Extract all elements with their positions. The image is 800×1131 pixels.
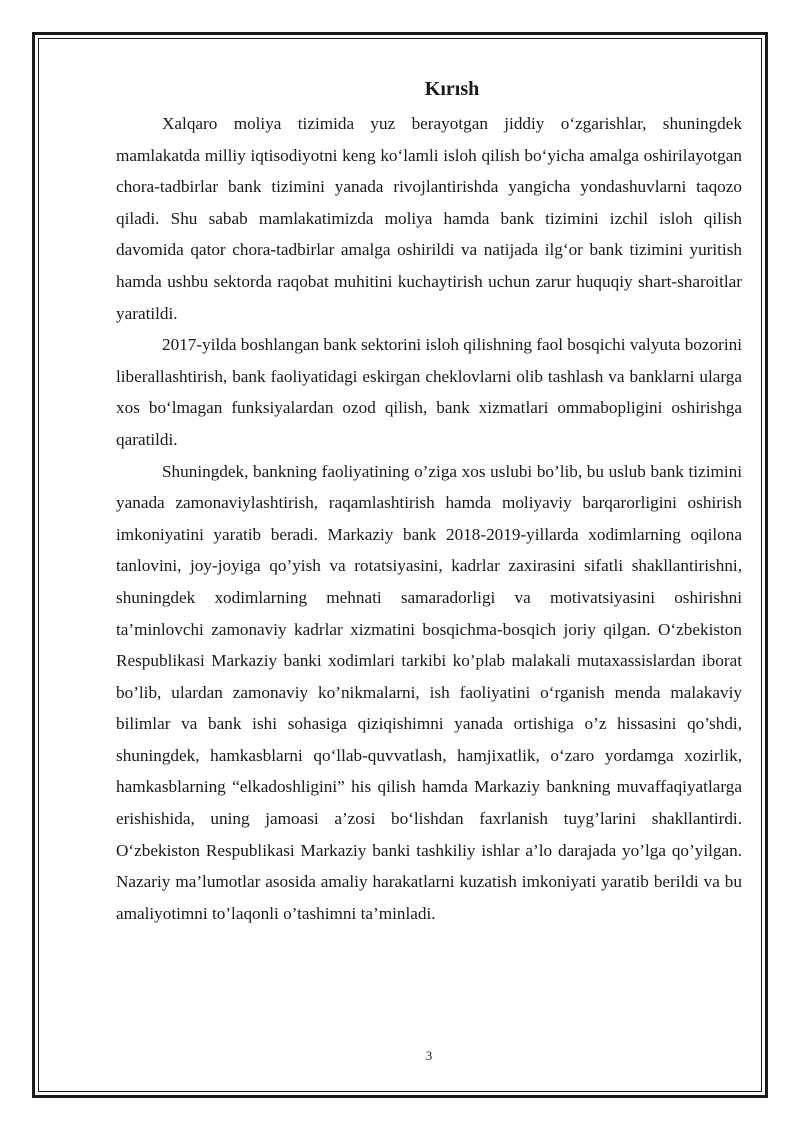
- document-body: [116, 108, 742, 929]
- paragraph-1: Xalqaro moliya tizimida yuz berayotgan jiddiy o‘zgarishlar, shuningdek mamlakatda milliy iqtisodiyotni keng ko‘lamli isloh qilish bo‘yicha amalga oshirilayotgan chora-tadbirlar bank tizimini yanada rivojlantirishda yangicha yondashuvlarni taqozo qiladi. Shu sabab mamlakatimizda moliya hamda bank tizimini izchil isloh qilish davomida qator chora-tadbirlar amalga oshirildi va natijada ilg‘or bank tizimini yuritish hamda ushbu sektorda raqobat muhitini kuchaytirish uchun zarur huquqiy shart-sharoitlar yaratildi.: [116, 114, 742, 323]
- paragraph-3: Shuningdek, bankning faoliyatining o’ziga xos uslubi bo’lib, bu uslub bank tizimini yanada zamonaviylashtirish, raqamlashtirish hamda moliyaviy barqarorligini oshirish imkoniyatini yaratib beradi. Markaziy bank 2018-2019-yillarda xodimlarning oqilona tanlovini, joy-joyiga qo’yish va rotatsiyasini, kadrlar zaxirasini sifatli shakllantirishni, shuningdek xodimlarning mehnati samaradorligi va motivatsiyasini oshirishni ta’minlovchi zamonaviy kadrlar xizmatini bosqichma-bosqich joriy qilgan. O‘zbekiston Respublikasi Markaziy banki xodimlari tarkibi ko’plab malakali mutaxassislardan iborat bo’lib, ulardan zamonaviy ko’nikmalarni, ish faoliyatini o‘rganish menda malakaviy bilimlar va bank ishi sohasiga qiziqishimni yanada ortishiga o’z hissasini qo’shdi, shuningdek, hamkasblarni qo‘llab-quvvatlash, hamjixatlik, o‘zaro yordamga xozirlik, hamkasblarning “elkadoshligini” his qilish hamda Markaziy bankning muvaffaqiyatlarga erishishida, uning jamoasi a’zosi bo‘lishdan faxrlanish tuyg’larini shakllantirdi. O‘zbekiston Respublikasi Markaziy banki tashkiliy ishlar a’lo darajada yo’lga qo’yilgan. Nazariy ma’lumotlar asosida amaliy harakatlarni kuzatish imkoniyati yaratib berildi va bu amaliyotimni to’laqonli o’tashimni ta’minladi.: [116, 461, 742, 923]
- page-title: Kırısh: [424, 78, 480, 100]
- paragraph-2: 2017-yilda boshlangan bank sektorini isloh qilishning faol bosqichi valyuta bozorini liberallashtirish, bank faoliyatidagi eskirgan cheklovlarni olib tashlash va banklarni ularga xos bo‘lmagan funksiyalardan ozod qilish, bank xizmatlari ommabopligini oshirishga qaratildi.: [116, 335, 742, 449]
- page-number: 3: [425, 1048, 433, 1063]
